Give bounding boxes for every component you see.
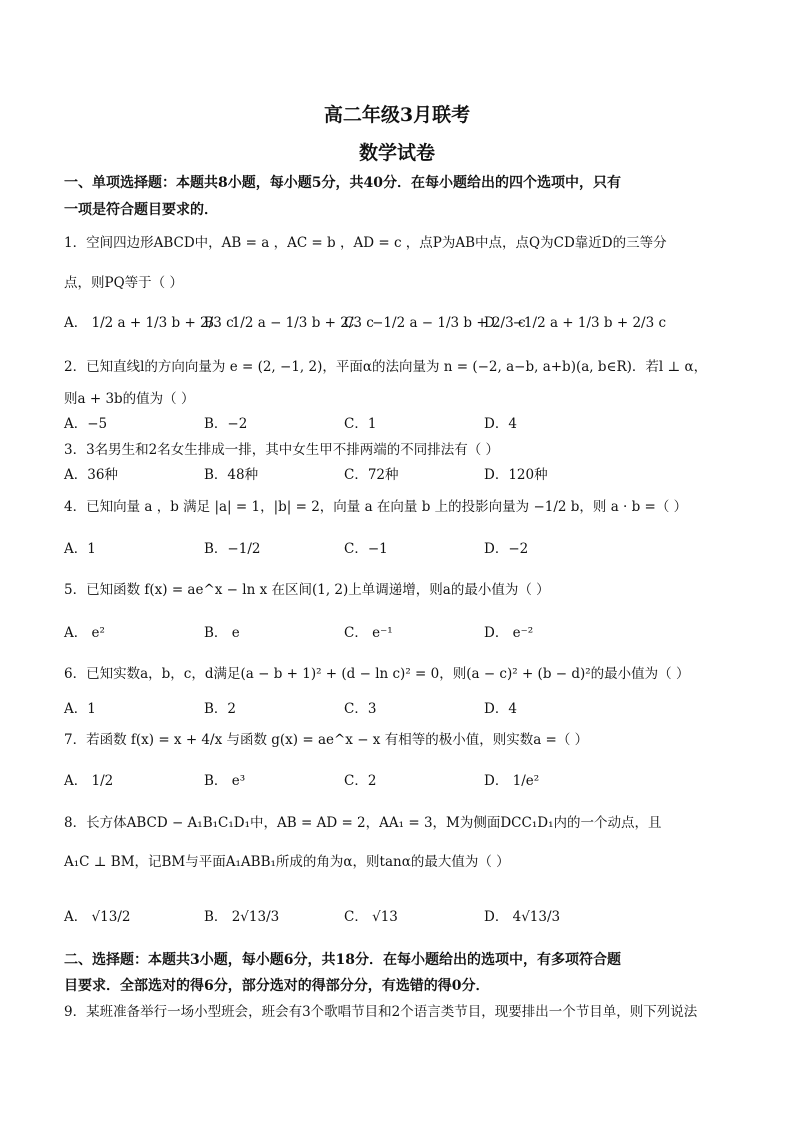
question-5-option-b: B． e	[204, 625, 240, 641]
question-2-option-c: C．1	[344, 416, 377, 432]
question-1-option-a: A． 1/2 a + 1/3 b + 2/3 c	[64, 315, 234, 331]
subject-title: 数学试卷	[358, 142, 436, 164]
section2-heading-line2: 目要求．全部选对的得6分，部分选对的得部分分，有选错的得0分．	[64, 978, 490, 994]
question-6-option-c: C．3	[344, 701, 377, 717]
question-6-option-b: B．2	[204, 701, 237, 717]
question-6-stem: 6．已知实数a，b，c，d满足(a − b + 1)² + (d − ln c)² = 0，则(a − c)² + (b − d)²的最小值为（ ）	[64, 666, 690, 682]
question-2-stem-line2: 则a + 3b的值为（ ）	[64, 391, 195, 407]
question-5-option-d: D． e⁻²	[484, 625, 534, 641]
question-1-stem-line1: 1．空间四边形ABCD中，AB = a ，AC = b ，AD = c ，点P为AB中点，点Q为CD靠近D的三等分	[64, 235, 667, 251]
question-9-stem: 9．某班准备举行一场小型班会，班会有3个歌唱节目和2个语言类节目，现要排出一个节目单，则下列说法	[64, 1004, 698, 1020]
question-7-stem: 7．若函数 f(x) = x + 4/x 与函数 g(x) = ae^x − x 有相等的极小值，则实数a =（ ）	[64, 732, 589, 748]
question-7-option-c: C．2	[344, 773, 377, 789]
question-4-option-c: C．−1	[344, 541, 388, 557]
question-6-option-d: D．4	[484, 701, 517, 717]
question-3-option-b: B．48种	[204, 467, 259, 483]
question-3-stem: 3．3名男生和2名女生排成一排，其中女生甲不排两端的不同排法有（ ）	[64, 442, 500, 458]
question-7-option-d: D． 1/e²	[484, 773, 540, 789]
section1-heading-line2: 一项是符合题目要求的．	[64, 202, 218, 218]
question-5-stem: 5．已知函数 f(x) = ae^x − ln x 在区间(1, 2)上单调递增，则a的最小值为（ ）	[64, 582, 550, 598]
section2-heading-line1: 二、选择题：本题共3小题，每小题6分，共18分．在每小题给出的选项中，有多项符合题	[64, 952, 621, 968]
question-4-option-a: A．1	[64, 541, 96, 557]
question-8-option-c: C． √13	[344, 909, 398, 925]
question-8-stem-line2: A₁C ⊥ BM，记BM与平面A₁ABB₁所成的角为α，则tanα的最大值为（ ）	[64, 854, 510, 870]
question-3-option-a: A．36种	[64, 467, 118, 483]
question-2-option-d: D．4	[484, 416, 517, 432]
question-1-option-c: C． −1/2 a − 1/3 b + 2/3 c	[344, 315, 526, 331]
question-3-option-d: D．120种	[484, 467, 548, 483]
question-1-option-b: B． 1/2 a − 1/3 b + 2/3 c	[204, 315, 374, 331]
section1-heading-line1: 一、单项选择题：本题共8小题，每小题5分，共40分．在每小题给出的四个选项中，只有	[64, 175, 621, 191]
question-3-option-c: C．72种	[344, 467, 399, 483]
question-1-option-d: D． −1/2 a + 1/3 b + 2/3 c	[484, 315, 667, 331]
question-7-option-a: A． 1/2	[64, 773, 114, 789]
question-8-option-a: A． √13/2	[64, 909, 131, 925]
question-4-option-b: B．−1/2	[204, 541, 261, 557]
question-2-stem-line1: 2．已知直线l的方向向量为 e = (2, −1, 2)，平面α的法向量为 n = (−2, a−b, a+b)(a, b∈R)．若l ⊥ α，	[64, 359, 708, 375]
question-1-stem-line2: 点，则PQ等于（ ）	[64, 275, 183, 291]
question-7-option-b: B． e³	[204, 773, 246, 789]
question-4-option-d: D．−2	[484, 541, 529, 557]
question-8-stem-line1: 8．长方体ABCD − A₁B₁C₁D₁中，AB = AD = 2，AA₁ = 3，M为侧面DCC₁D₁内的一个动点，且	[64, 815, 662, 831]
question-4-stem: 4．已知向量 a ，b 满足 |a| = 1，|b| = 2，向量 a 在向量 b 上的投影向量为 −1/2 b，则 a · b =（ ）	[64, 499, 688, 515]
question-2-option-b: B．−2	[204, 416, 248, 432]
question-8-option-b: B． 2√13/3	[204, 909, 280, 925]
question-5-option-a: A． e²	[64, 625, 105, 641]
question-8-option-d: D． 4√13/3	[484, 909, 561, 925]
question-6-option-a: A．1	[64, 701, 96, 717]
exam-title: 高二年级3月联考	[323, 104, 471, 126]
question-5-option-c: C． e⁻¹	[344, 625, 393, 641]
question-2-option-a: A．−5	[64, 416, 108, 432]
